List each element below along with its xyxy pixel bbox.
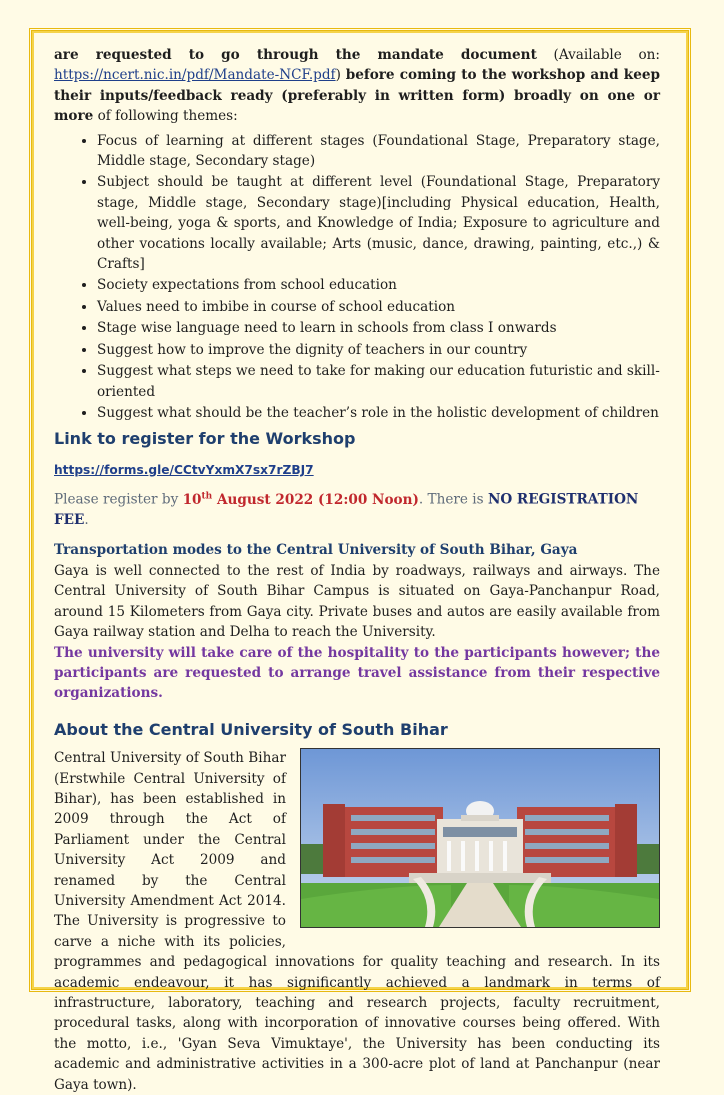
about-heading: About the Central University of South Bihar: [54, 719, 448, 739]
list-item: • Values need to imbibe in course of school education: [97, 297, 660, 317]
list-item: • Subject should be taught at different level (Foundational Stage, Preparatory stage, Middle stage, Secondary stage)[including Physical education, Health, well-being, yoga & sports, and Knowledge of India; Exposure to agriculture and other vocations locally available; Arts (music, dance, drawing, painting, etc.,) & Crafts]: [97, 172, 660, 274]
hospitality-notice: The university will take care of the hospitality to the participants however; the participants are requested to arrange travel assistance from their respective organizations.: [54, 644, 660, 702]
intro-paragraph: [54, 45, 660, 127]
register-pre: Please register by: [54, 491, 179, 508]
date-suffix: th: [201, 491, 213, 502]
document-body: [54, 45, 660, 1095]
register-end: .: [84, 512, 89, 529]
register-deadline-line: [54, 486, 660, 530]
no-fee-label: NO REGISTRATION FEE: [54, 491, 639, 529]
list-item: • Suggest how to improve the dignity of teachers in our country: [97, 340, 660, 360]
list-item: • Stage wise language need to learn in schools from class I onwards: [97, 318, 660, 338]
mandate-link[interactable]: https://ncert.nic.in/pdf/Mandate-NCF.pdf: [54, 67, 336, 84]
register-heading: Link to register for the Workshop: [54, 429, 356, 449]
campus-photo: [300, 748, 660, 928]
list-item: • Suggest what should be the teacher’s role in the holistic development of children: [97, 403, 660, 423]
date-rest: August 2022 (12:00 Noon): [216, 491, 419, 508]
transport-heading: Transportation modes to the Central University of South Bihar, Gaya: [54, 542, 578, 559]
register-mid: . There is: [418, 491, 484, 508]
about-section: [54, 720, 660, 1095]
intro-text-themes: of following themes:: [97, 108, 238, 125]
list-item: • Suggest what steps we need to take for making our education futuristic and skill-oriented: [97, 361, 660, 402]
intro-bold-1: are requested to go through the mandate document: [54, 47, 537, 63]
intro-paren: ): [335, 67, 341, 84]
about-paragraph: Central University of South Bihar (Erstwhile Central University of Bihar), has been established in 2009 through the Act of Parliament under the Central University Act 2009 and renamed by the Central University Amendment Act 2014. The University is progressive to carve a niche with its policies, programmes and pedagogical innovations for quality teaching and research. In its academic endeavour, it has significantly achieved a landmark in terms of infrastructure, laboratory, teaching and research projects, faculty recruitment, procedural tasks, along with incorporation of innovative courses being offered. With the motto, i.e., 'Gyan Seva Vimuktaye', the University has been conducting its academic and administrative activities in a 300-acre plot of land at Panchanpur (near Gaya town).: [54, 750, 660, 1093]
page-frame: [29, 28, 691, 1093]
transport-paragraph: Gaya is well connected to the rest of India by roadways, railways and airways. The Central University of South Bihar Campus is situated on Gaya-Panchanpur Road, around 15 Kilometers from Gaya city. Private buses and autos are easily available from Gaya railway station and Delha to reach the University.: [54, 562, 660, 641]
date-day: 10: [182, 491, 202, 508]
intro-bold-2: before coming to the workshop and keep their inputs/feedback ready (preferably in written form) broadly on one or more: [54, 67, 660, 125]
registration-form-link[interactable]: https://forms.gle/CCtvYxmX7sx7rZBJ7: [54, 462, 314, 477]
intro-text-available: (Available on:: [553, 47, 660, 63]
list-item: • Society expectations from school education: [97, 275, 660, 295]
list-item: • Focus of learning at different stages (Foundational Stage, Preparatory stage, Middle stage, Secondary stage): [97, 131, 660, 172]
register-date: [183, 492, 419, 508]
themes-list: [54, 131, 660, 424]
